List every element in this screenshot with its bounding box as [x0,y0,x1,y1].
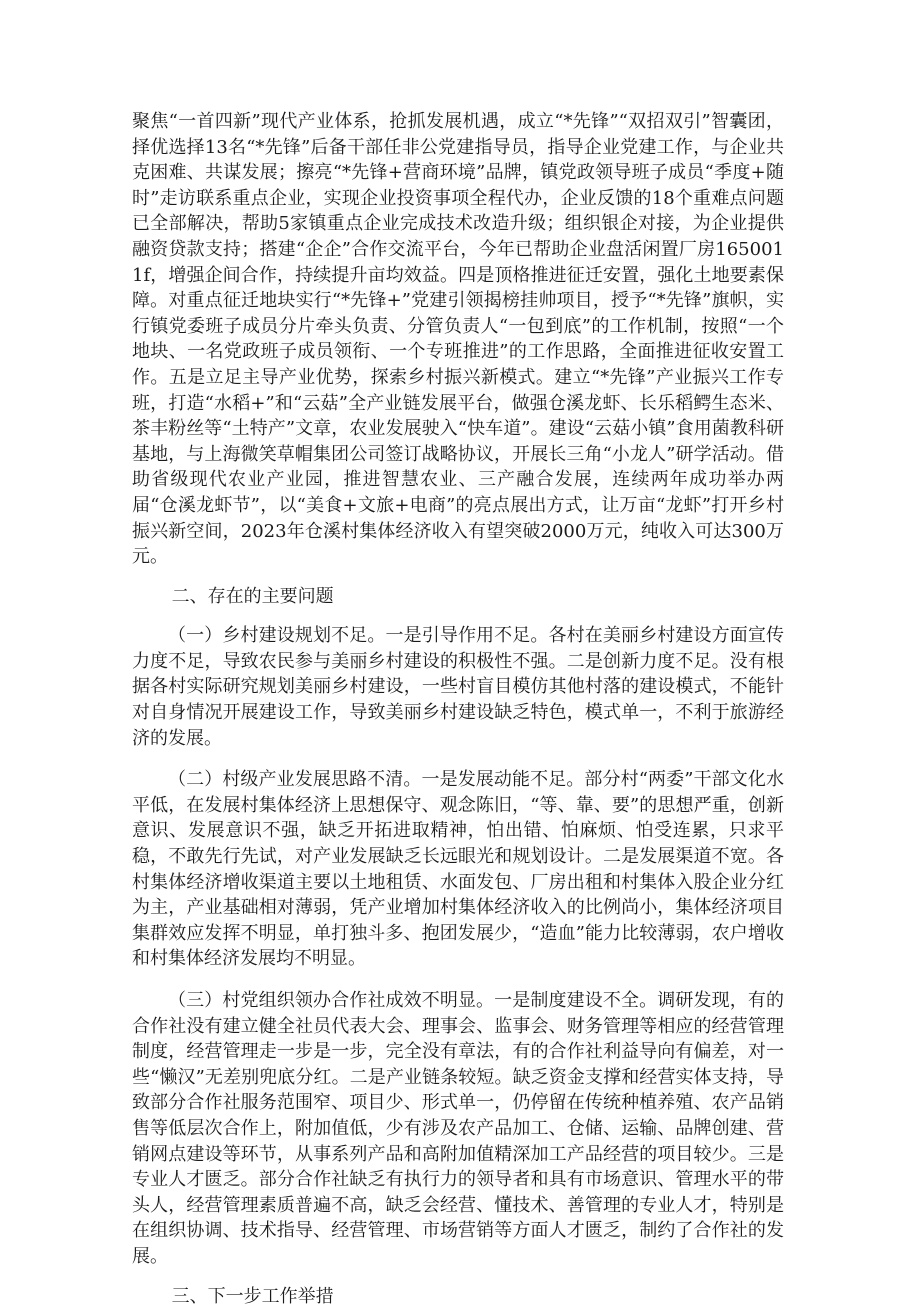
section-heading-next-steps: 三、下一步工作举措 [171,1285,334,1307]
document-page [132,109,784,1309]
paragraph-village-industry: （二）村级产业发展思路不清。一是发展动能不足。部分村“两委”干部文化水平低，在发展村集体经济上思想保守、观念陈旧，“等、靠、要”的思想严重，创新意识、发展意识不强，缺乏开拓进取精神，怕出错、怕麻烦、怕受连累，只求平稳，不敢先行先试，对产业发展缺乏长远眼光和规划设计。二是发展渠道不宽。各村集体经济增收渠道主要以土地租赁、水面发包、厂房出租和村集体入股企业分红为主，产业基础相对薄弱，凭产业增加村集体经济收入的比例尚小，集体经济项目集群效应发挥不明显，单打独斗多、抱团发展少，“造血”能力比较薄弱，农户增收和村集体经济发展均不明显。 [132,769,784,970]
paragraph-industry-development: 聚焦“一首四新”现代产业体系，抢抓发展机遇，成立“*先锋”“双招双引”智囊团，择优选择13名“*先锋”后备干部任非公党建指导员，指导企业党建工作，与企业共克困难、共谋发展；擦亮“*先锋+营商环境”品牌，镇党政领导班子成员“季度+随时”走访联系重点企业，实现企业投资事项全程代办，企业反馈的18个重难点问题已全部解决，帮助5家镇重点企业完成技术改造升级；组织银企对接，为企业提供融资贷款支持；搭建“企企”合作交流平台，今年已帮助企业盘活闲置厂房1650011f，增强企间合作，持续提升亩均效益。四是顶格推进征迁安置，强化土地要素保障。对重点征迁地块实行“*先锋+”党建引领揭榜挂帅项目，授予“*先锋”旗帜，实行镇党委班子成员分片牵头负责、分管负责人“一包到底”的工作机制，按照“一个地块、一名党政班子成员领衔、一个专班推进”的工作思路，全面推进征收安置工作。五是立足主导产业优势，探索乡村振兴新模式。建立“*先锋”产业振兴工作专班，打造“水稻+”和“云菇”全产业链发展平台，做强仓溪龙虾、长乐稻鳄生态米、茶丰粉丝等“土特产”文章，农业发展驶入“快车道”。建设“云菇小镇”食用菌教科研基地，与上海微笑草帽集团公司签订战略协议，开展长三角“小龙人”研学活动。借助省级现代农业产业园，推进智慧农业、三产融合发展，连续两年成功举办两届“仓溪龙虾节”，以“美食+文旅+电商”的亮点展出方式，让万亩“龙虾”打开乡村振兴新空间，2023年仓溪村集体经济收入有望突破2000万元，纯收入可达300万元。 [132,111,784,568]
section-heading-main-problems: 二、存在的主要问题 [171,585,334,607]
paragraph-rural-planning: （一）乡村建设规划不足。一是引导作用不足。各村在美丽乡村建设方面宣传力度不足，导致农民参与美丽乡村建设的积极性不强。二是创新力度不足。没有根据各村实际研究规划美丽乡村建设，一些村盲目模仿其他村落的建设模式，不能针对自身情况开展建设工作，导致美丽乡村建设缺乏特色，模式单一，不利于旅游经济的发展。 [132,625,784,749]
paragraph-cooperatives: （三）村党组织领办合作社成效不明显。一是制度建设不全。调研发现，有的合作社没有建立健全社员代表大会、理事会、监事会、财务管理等相应的经营管理制度，经营管理走一步是一步，完全没有章法，有的合作社利益导向有偏差，对一些“懒汉”无差别兜底分红。二是产业链条较短。缺乏资金支撑和经营实体支持，导致部分合作社服务范围窄、项目少、形式单一，仍停留在传统种植养殖、农产品销售等低层次合作上，附加值低，少有涉及农产品加工、仓储、运输、品牌创建、营销网点建设等环节，从事系列产品和高附加值精深加工产品经营的项目较少。三是专业人才匮乏。部分合作社缺乏有执行力的领导者和具有市场意识、管理水平的带头人，经营管理素质普遍不高，缺乏会经营、懂技术、善管理的专业人才，特别是在组织协调、技术指导、经营管理、市场营销等方面人才匮乏，制约了合作社的发展。 [132,990,784,1267]
